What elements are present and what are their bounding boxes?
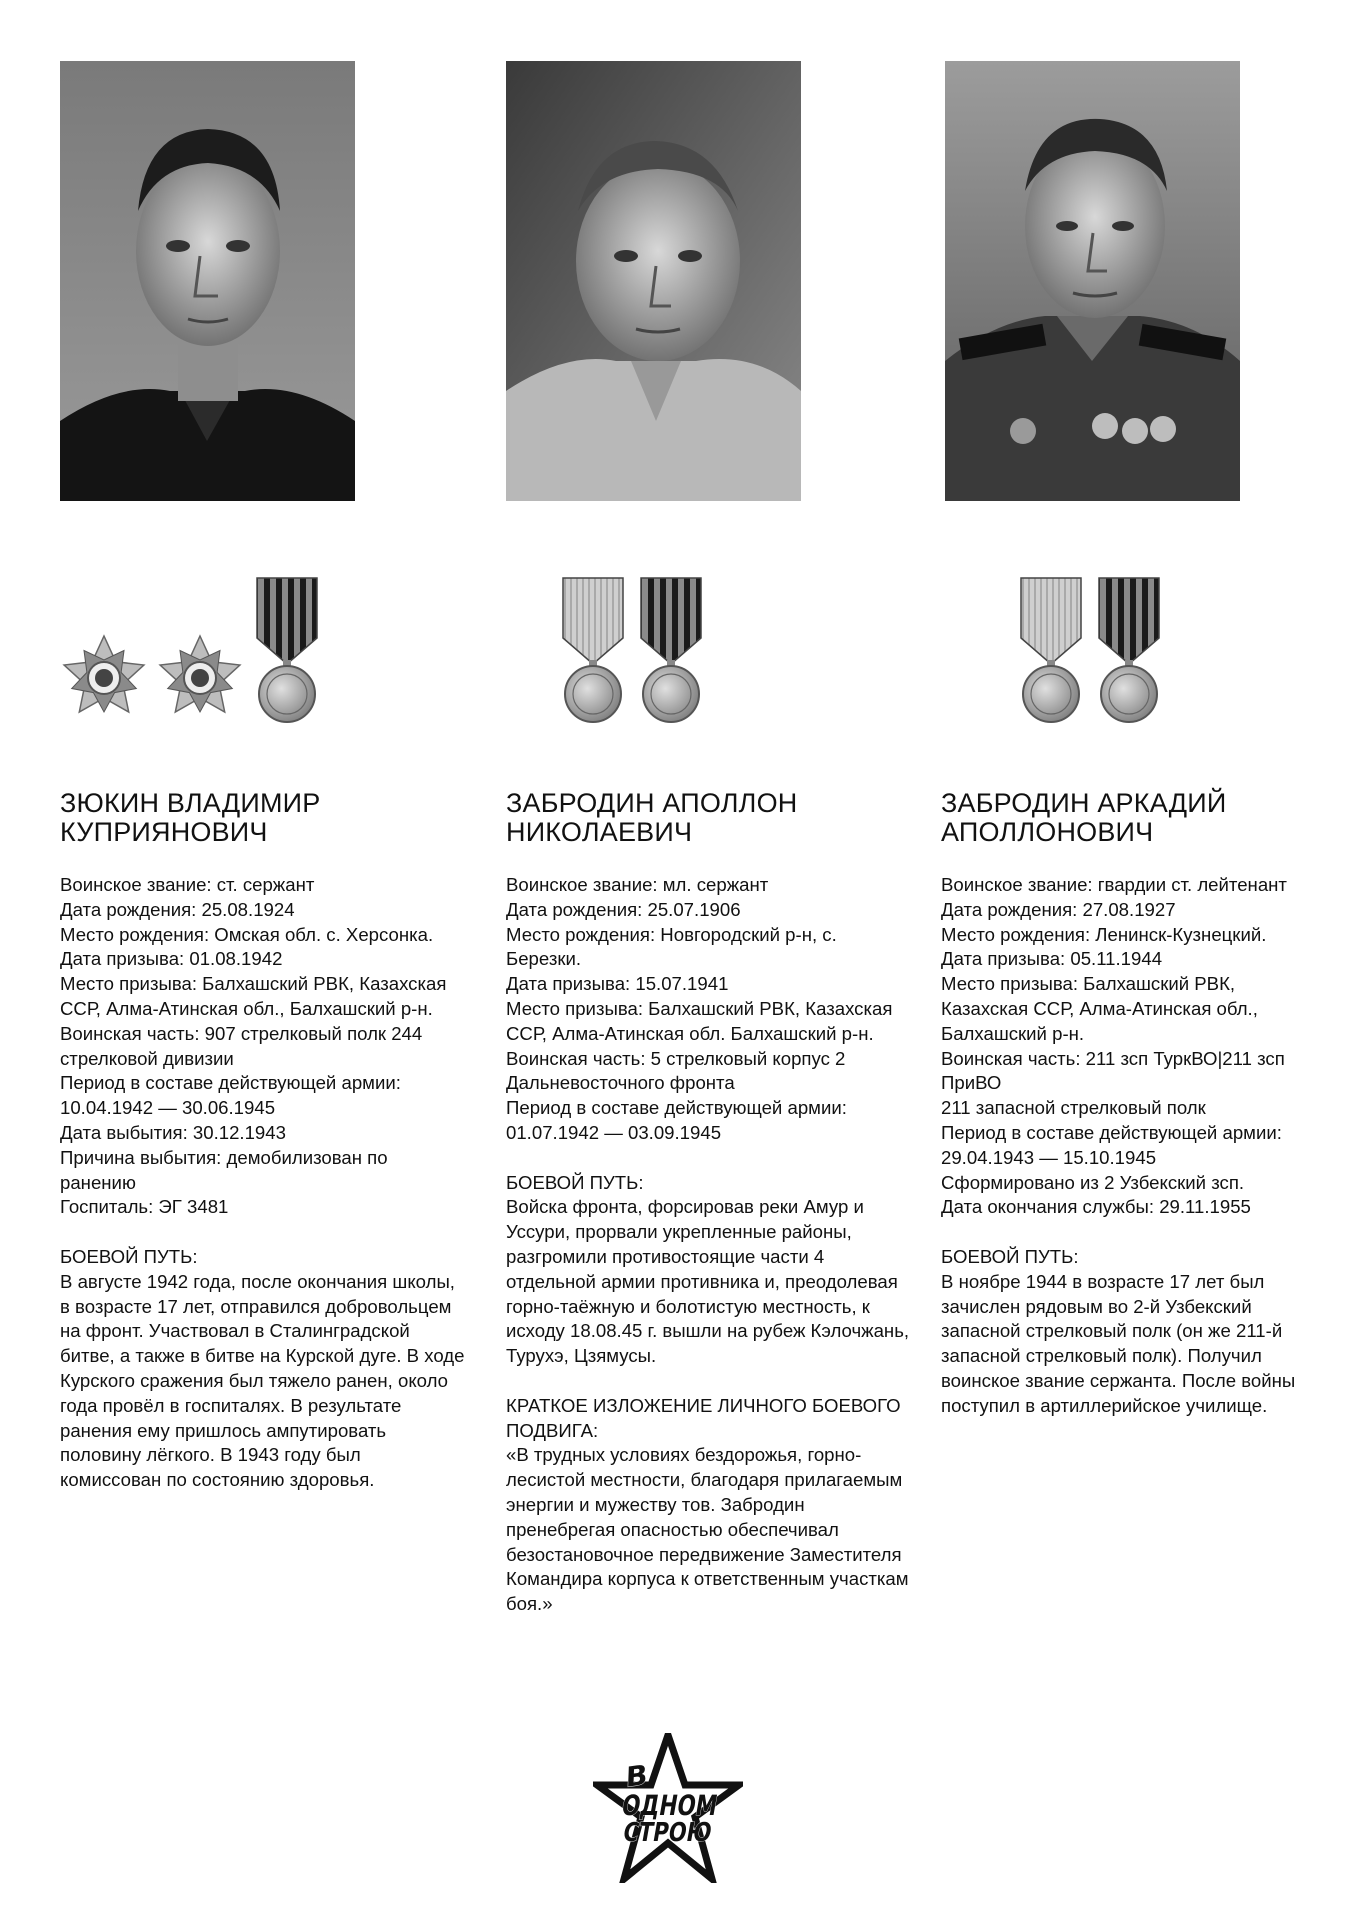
info-line: Сформировано из 2 Узбекский зсп. — [941, 1171, 1245, 1193]
info-line: Дата призыва: 05.11.1944 — [941, 948, 1163, 970]
victory-over-germany-medal-icon — [636, 576, 706, 726]
name-line-1: ЗЮКИН ВЛАДИМИР — [60, 788, 321, 818]
medals-row — [558, 556, 706, 726]
info-line: Дата рождения: 25.08.1924 — [60, 898, 295, 920]
name-line-1: ЗАБРОДИН АРКАДИЙ — [941, 788, 1227, 818]
info-line: Дата выбытия: 30.12.1943 — [60, 1121, 286, 1143]
info-block — [506, 873, 911, 1617]
name-line-1: ЗАБРОДИН АПОЛЛОН — [506, 788, 798, 818]
section-text: В ноябре 1944 в возрасте 17 лет был зачислен рядовым во 2-й Узбекский запасной стрелковый полк (он же 211-й запасной стрелковый полк). Получил воинское звание сержанта. После войны поступил в артиллерийское училище. — [941, 1270, 1296, 1416]
info-line: Место призыва: Балхашский РВК, Казахская ССР, Алма-Атинская обл., Балхашский р-н. — [941, 973, 1258, 1044]
section-title: БОЕВОЙ ПУТЬ: — [60, 1245, 198, 1267]
section-text: В августе 1942 года, после окончания школы, в возрасте 17 лет, отправился добровольцем на фронт. Участвовал в Сталинградской битве, а также в битве на Курской дуге. В ходе Курского сражения был тяжело ранен, около года провёл в госпиталях. В результате ранения ему пришлось ампутировать половину лёгкого. В 1943 году был комиссован по состоянию здоровья. — [60, 1270, 465, 1491]
info-line: Место рождения: Омская обл. с. Херсонка. — [60, 923, 434, 945]
info-line: Место рождения: Новгородский р-н, с. Березки. — [506, 923, 837, 970]
order-patriotic-war-icon — [60, 626, 148, 726]
name-line-2: АПОЛЛОНОВИЧ — [941, 817, 1154, 847]
info-line: Воинское звание: гвардии ст. лейтенант — [941, 874, 1287, 895]
section — [60, 1245, 465, 1493]
section-title: КРАТКОЕ ИЗЛОЖЕНИЕ ЛИЧНОГО БОЕВОГО ПОДВИГА: — [506, 1394, 901, 1441]
section-text: «В трудных условиях бездорожья, горно-лесистой местности, благодаря прилагаемым энергии и мужеству тов. Забродин пренебрегая опасностью обеспечивал безостановочное передвижение Заместителя Командира корпуса к ответственным участкам боя.» — [506, 1444, 909, 1615]
info-line: Дата призыва: 15.07.1941 — [506, 973, 729, 995]
section-title: БОЕВОЙ ПУТЬ: — [941, 1245, 1079, 1267]
info-line: Воинская часть: 5 стрелковый корпус 2 Дальневосточного фронта — [506, 1047, 846, 1094]
medals-row — [60, 556, 322, 726]
medal-for-courage-icon — [558, 576, 628, 726]
section — [506, 1171, 911, 1369]
section — [506, 1394, 911, 1617]
info-line: Период в составе действующей армии: 01.07.1942 — 03.09.1945 — [506, 1097, 847, 1143]
info-line: Дата рождения: 25.07.1906 — [506, 898, 741, 920]
info-line: Воинское звание: мл. сержант — [506, 874, 769, 895]
info-block — [60, 873, 465, 1493]
victory-over-germany-medal-icon — [1094, 576, 1164, 726]
info-line: Дата призыва: 01.08.1942 — [60, 948, 283, 970]
info-line: 211 запасной стрелковый полк — [941, 1097, 1206, 1119]
portrait-photo — [60, 61, 355, 501]
section-text: Войска фронта, форсировав реки Амур и Уссури, прорвали укрепленные районы, разгромили противостоящие части 4 отдельной армии противника и, преодолевая горно-таёжную и болотистую местность, к исходу 18.08.45 г. вышли на рубеж Кэлочжань, Турухэ, Цзямусы. — [506, 1196, 910, 1367]
portrait-photo — [945, 61, 1240, 501]
info-line: Период в составе действующей армии: 29.04.1943 — 15.10.1945 — [941, 1121, 1282, 1168]
info-line: Воинская часть: 211 зсп ТуркВО|211 зсп ПриВО — [941, 1047, 1285, 1094]
service-end-line: Дата окончания службы: 29.11.1955 — [941, 1196, 1251, 1218]
medals-row — [1016, 556, 1164, 726]
section-title: БОЕВОЙ ПУТЬ: — [506, 1171, 644, 1193]
info-line: Госпиталь: ЭГ 3481 — [60, 1196, 229, 1218]
person-name — [60, 789, 320, 847]
name-line-2: НИКОЛАЕВИЧ — [506, 817, 693, 847]
info-line: Причина выбытия: демобилизован по ранению — [60, 1146, 388, 1193]
medal-for-battle-merit-icon — [1016, 576, 1086, 726]
logo-line-2: ОДНОМ — [619, 1789, 743, 1822]
order-patriotic-war-icon — [156, 626, 244, 726]
info-block — [941, 873, 1316, 1419]
v-odnom-stroyu-logo — [593, 1733, 743, 1883]
logo-line-1: В — [625, 1758, 649, 1794]
info-line: Место призыва: Балхашский РВК, Казахская ССР, Алма-Атинская обл., Балхашский р-н. — [60, 973, 447, 1019]
info-line: Воинская часть: 907 стрелковый полк 244 стрелковой дивизии — [60, 1022, 423, 1069]
info-line: Воинское звание: ст. сержант — [60, 874, 315, 895]
portrait-photo — [506, 61, 801, 501]
info-line: Период в составе действующей армии: 10.04.1942 — 30.06.1945 — [60, 1072, 401, 1119]
victory-over-germany-medal-icon — [252, 576, 322, 726]
person-name — [506, 789, 798, 847]
name-line-2: КУПРИЯНОВИЧ — [60, 817, 268, 847]
info-line: Дата рождения: 27.08.1927 — [941, 898, 1176, 920]
info-line: Место призыва: Балхашский РВК, Казахская ССР, Алма-Атинская обл. Балхашский р-н. — [506, 997, 893, 1044]
info-line: Место рождения: Ленинск-Кузнецкий. — [941, 923, 1267, 945]
logo-line-3: СТРОЮ — [620, 1818, 735, 1848]
section — [941, 1245, 1316, 1419]
person-name — [941, 789, 1227, 847]
